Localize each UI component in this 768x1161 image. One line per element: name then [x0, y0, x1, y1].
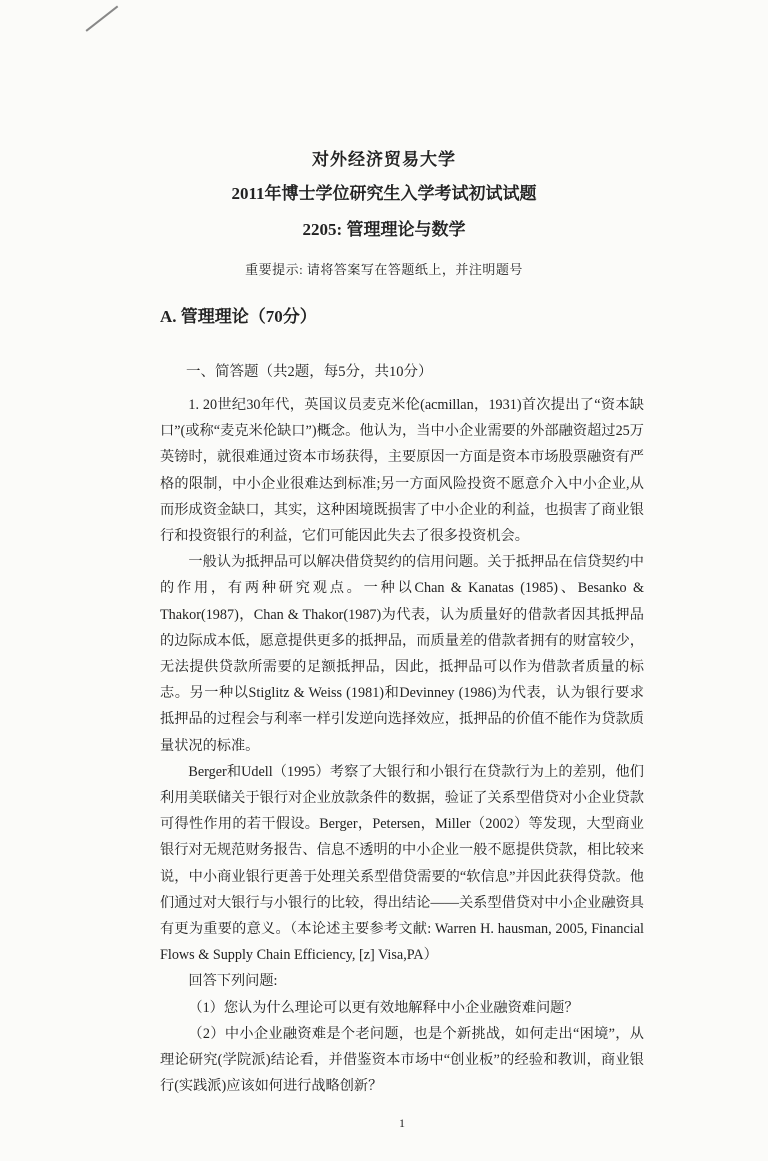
subsection-title: 一、简答题（共2题，每5分，共10分）	[186, 364, 433, 380]
university-name: 对外经济贸易大学	[312, 150, 456, 169]
sub-question: （1）您认为什么理论可以更有效地解释中小企业融资难问题？	[188, 999, 579, 1016]
paragraph: Berger和Udell（1995）考察了大银行和小银行在贷款行为上的差别，他们利用美联储关于银行对企业放款条件的数据，验证了关系型借贷对小企业贷款可得性作用的若干假设。Berger，Petersen，Miller（2002）等发现，大型商业银行对无规范财务报告、信息不透明的中小企业一般不愿提供贷款，相比较来说，中小商业银行更善于处理关系型借贷需要的“软信息”并因此获得贷款。他们通过对大银行与小银行的比较，得出结论——关系型借贷对中小企业融资具有更为重要的意义。（本论述主要参考文献: Warren H. hausman, 2005, Financial Flows & Supply Chain Efficiency, [z] Visa,PA）	[160, 763, 644, 964]
answer-prompt: 回答下列问题:	[188, 973, 278, 990]
paragraph: 1. 20世纪30年代，英国议员麦克米伦(acmillan，1931)首次提出了“资本缺口”(或称“麦克米伦缺口”)概念。他认为，当中小企业需要的外部融资超过25万英镑时，就很难通过资本市场获得，主要原因一方面是资本市场股票融资有严格的限制，中小企业很难达到标准;另一方面风险投资不愿意介入中小企业,从而形成资金缺口，其实，这种困境既损害了中小企业的利益，也损害了商业银行和投资银行的利益，它们可能因此失去了很多投资机会。	[160, 397, 644, 545]
subject-title: 2205: 管理理论与数学	[302, 220, 466, 239]
page-number: 1	[399, 1116, 405, 1131]
question-body	[160, 392, 644, 1099]
important-notice: 重要提示: 请将答案写在答题纸上，并注明题号	[245, 262, 523, 277]
paragraph: 一般认为抵押品可以解决借贷契约的信用问题。关于抵押品在信贷契约中的作用，有两种研究观点。一种以Chan & Kanatas (1985)、Besanko & Thakor(1987)，Chan & Thakor(1987)为代表，认为质量好的借款者因其抵押品的边际成本低，愿意提供更多的抵押品，而质量差的借款者拥有的财富较少，无法提供贷款所需要的足额抵押品，因此，抵押品可以作为借款者质量的标志。另一种以Stiglitz & Weiss (1981)和Devinney (1986)为代表，认为银行要求抵押品的过程会与利率一样引发逆向选择效应，抵押品的价值不能作为贷款质量状况的标准。	[160, 554, 644, 754]
section-title: A. 管理理论（70分）	[160, 307, 317, 326]
exam-title: 2011年博士学位研究生入学考试初试试题	[231, 184, 537, 203]
sub-question: （2）中小企业融资难是个老问题，也是个新挑战，如何走出“困境”，从理论研究(学院派)结论看，并借鉴资本市场中“创业板”的经验和教训，商业银行(实践派)应该如何进行战略创新？	[160, 1025, 644, 1095]
